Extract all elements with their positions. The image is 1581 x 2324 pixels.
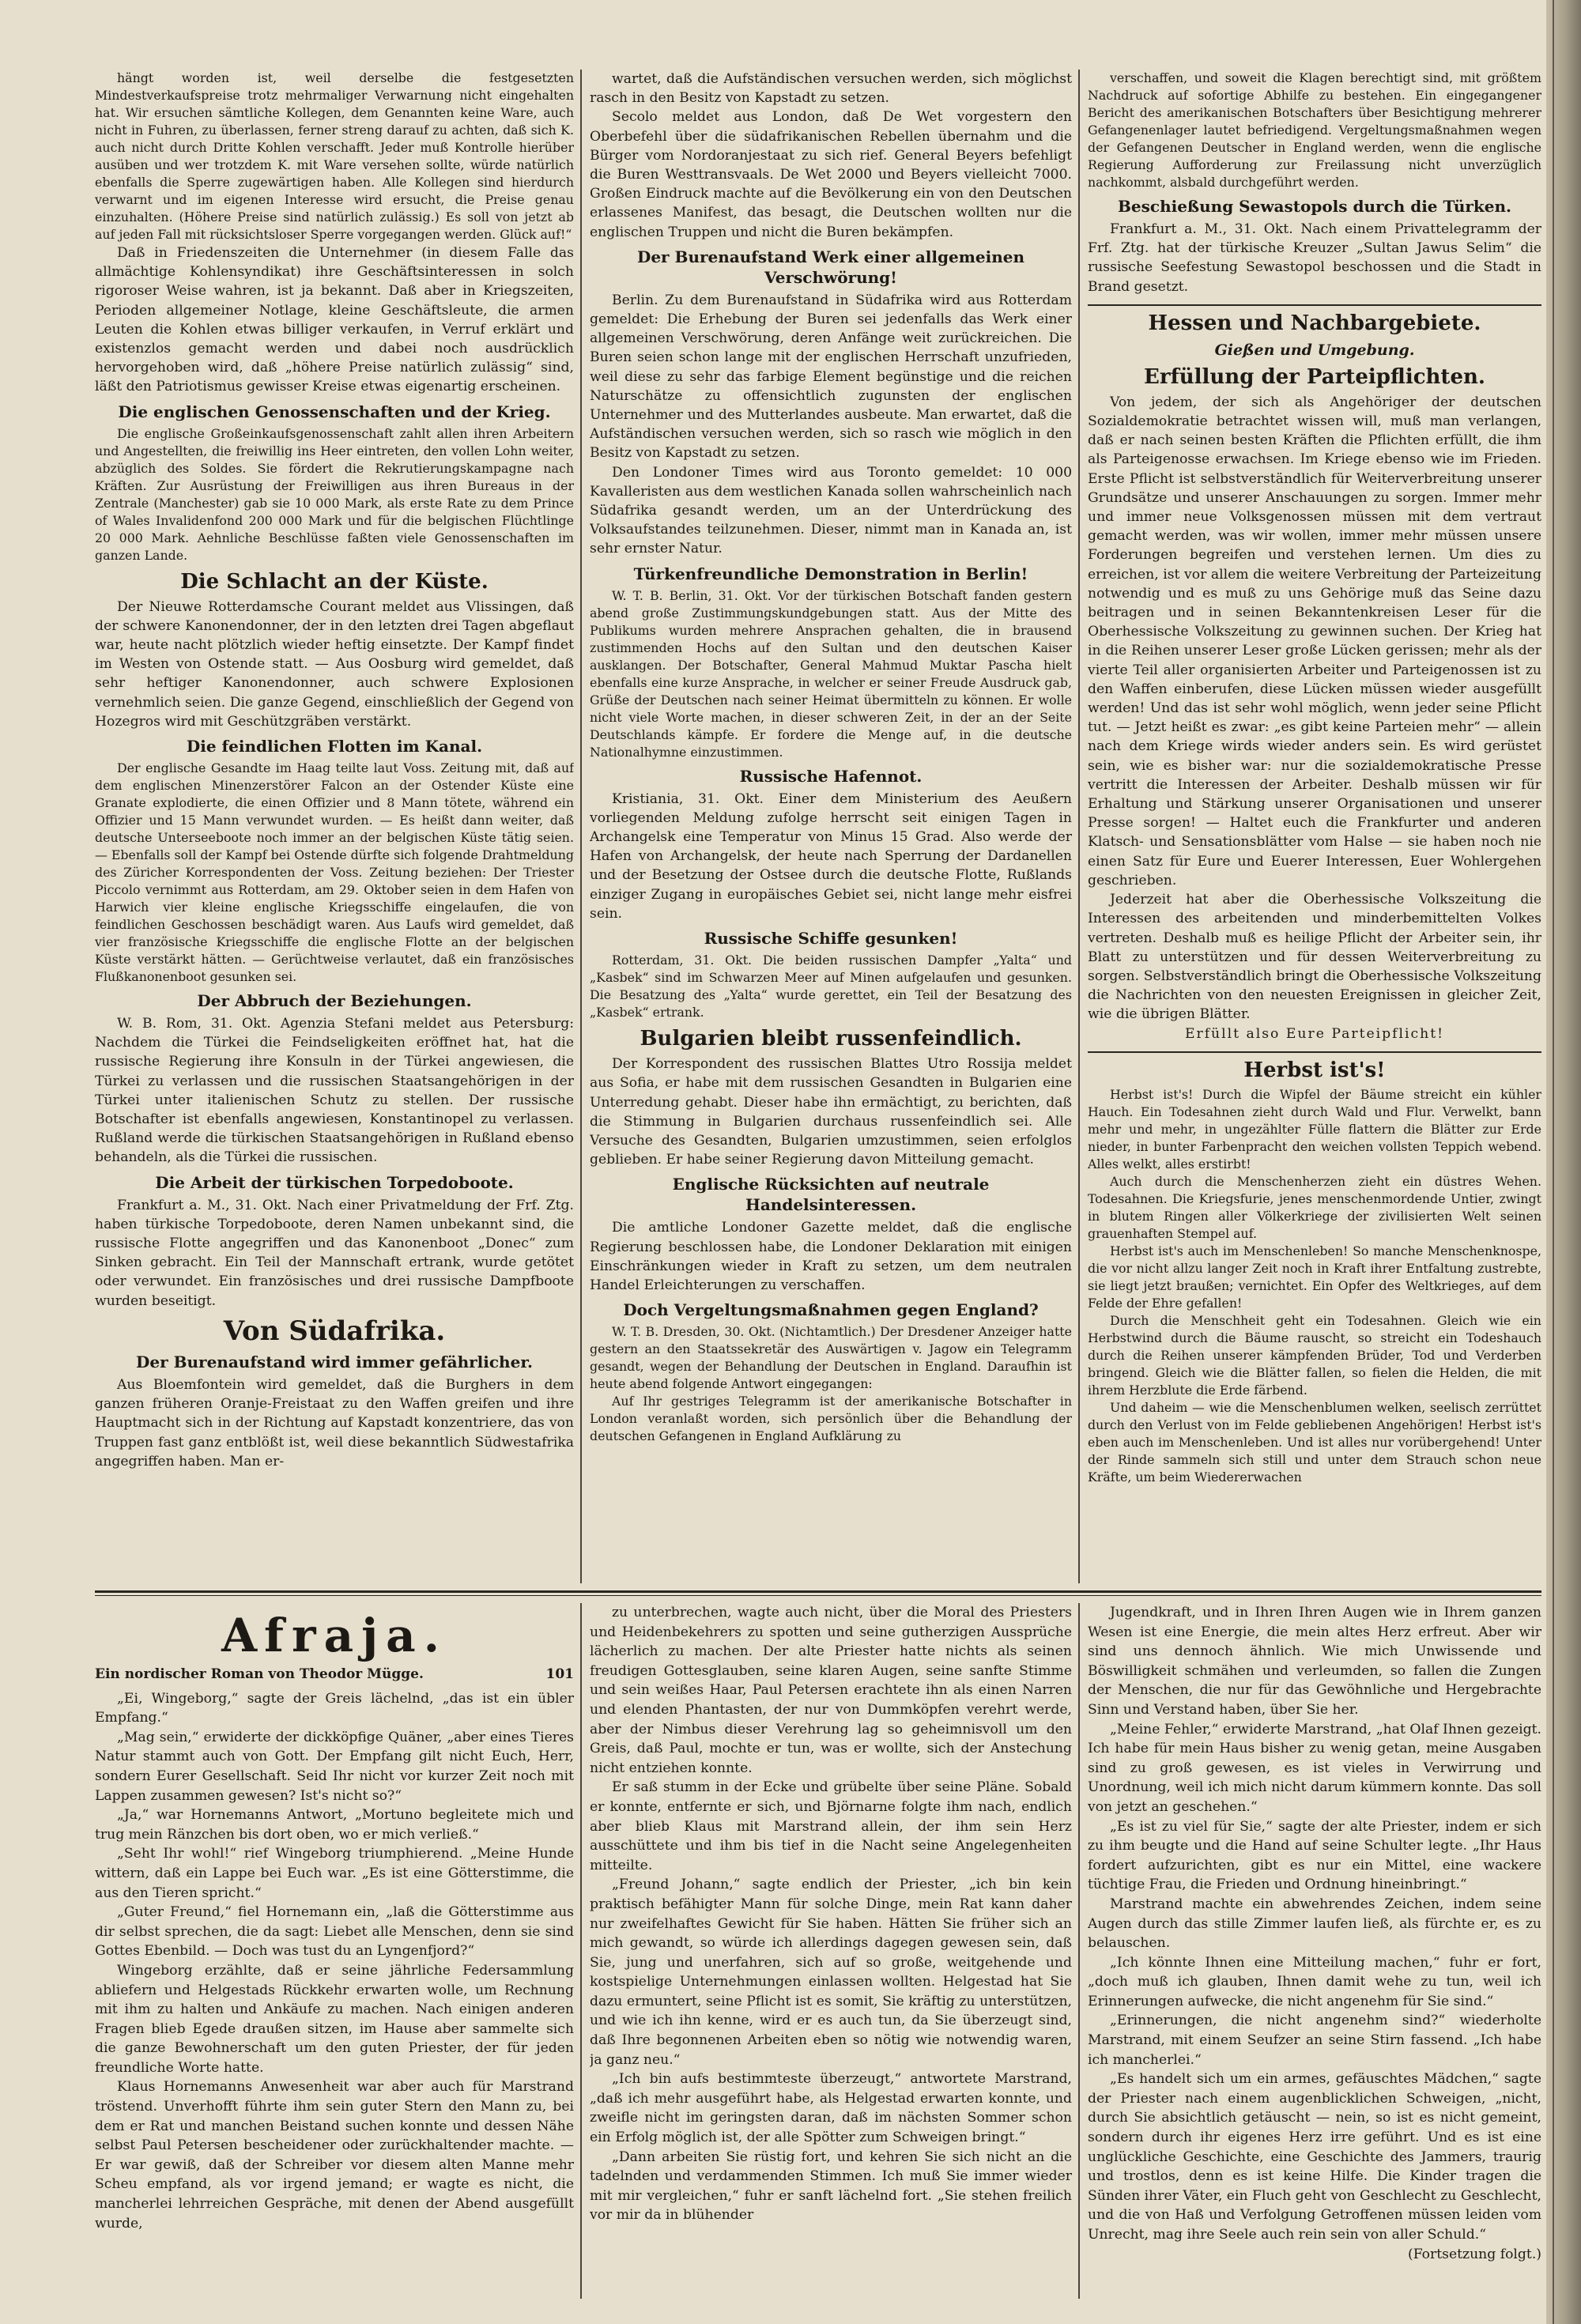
article-text: Und daheim — wie die Menschenblumen welken, seelisch zerrüttet durch den Verlust von im Felde gebliebenen Angehörigen! Herbst ist's eben auch im Menschenleben. Und ist alles nur vorübergehend! Unter der Rinde sammeln sich still und unter dem Strauch schon neue Kräfte, um beim Wiedererwachen: [1088, 1399, 1541, 1485]
article-text: Aus Bloemfontein wird gemeldet, daß die Burghers in dem ganzen früheren Oranje-Freistaat zu den Waffen greifen und ihre Hauptmacht sich in der Richtung auf Kapstadt konzentriere, das von Truppen fast ganz entblößt ist, weil diese bekanntlich Südwestafrika angegriffen haben. Man er-: [95, 1376, 574, 1469]
headline: Die Schlacht an der Küste.: [180, 569, 489, 594]
headline: Türkenfreundliche Demonstration in Berlin!: [633, 564, 1028, 583]
novel-column-middle: [590, 1603, 1072, 2299]
novel-paragraph: „Ich könnte Ihnen eine Mitteilung machen,“ fuhr er fort, „doch muß ich glauben, Ihnen damit wehe zu tun, weil ich Erinnerungen aufwecke, die nicht angenehm für Sie sind.“: [1088, 1954, 1541, 2009]
article-text: Auf Ihr gestriges Telegramm ist der amerikanische Botschafter in London veranlaßt worden, sich persönlich über die Behandlung der deutschen Gefangenen in England Aufklärung zu: [590, 1394, 1072, 1444]
article-text: Auch durch die Menschenherzen zieht ein düstres Wehen. Todesahnen. Die Kriegsfurie, jenes menschenmordende Untier, zwingt in blutem Ringen aller Völkerkriege der zivilisierten Welt seinen grauenhaften Stempel auf.: [1088, 1173, 1541, 1241]
column-right: [1088, 70, 1541, 1583]
headline: Bulgarien bleibt russenfeindlich.: [640, 1027, 1022, 1051]
headline: Der Burenaufstand Werk einer allgemeinen Verschwörung!: [636, 247, 1025, 287]
section-rule: [1088, 1051, 1541, 1053]
article-text: Der Nieuwe Rotterdamsche Courant meldet aus Vlissingen, daß der schwere Kanonendonner, der in den letzten drei Tagen abgeflaut war, heute nacht plötzlich wieder heftig einsetzte. Der Kampf findet im Westen von Ostende statt. — Aus Oosburg wird gemeldet, daß sehr heftiger Kanonendonner, auch schwere Explosionen vernehmlich seien. Die ganze Gegend, einschließlich der Gegend von Hozegros wird mit Geschützgräben verstärkt.: [95, 598, 574, 730]
article-text: Kristiania, 31. Okt. Einer dem Ministerium des Aeußern vorliegenden Meldung zufolge herrscht seit einigen Tagen in Archangelsk eine Temperatur von Minus 15 Grad. Also werde der Hafen von Archangelsk, der heute nach Sperrung der Dardanellen und der Besetzung der Ostsee durch die deutsche Flotte, Rußlands einziger Zugang in europäisches Gebiet sei, nicht lange mehr eisfrei sein.: [590, 790, 1072, 922]
article-text: Secolo meldet aus London, daß De Wet vorgestern den Oberbefehl über die südafrikanischen Rebellen übernahm und die Bürger vom Nordoranjestaat zu sich rief. General Beyers befehligt die Buren Westtransvaals. De Wet 2000 und Beyers vielleicht 7000. Großen Eindruck machte auf die Bevölkerung ein von den Deutschen erlassenes Manifest, das besagt, die Deutschen wollten nur die englischen Truppen und nicht die Buren bekämpfen.: [590, 109, 1072, 240]
article-text: Den Londoner Times wird aus Toronto gemeldet: 10 000 Kavalleristen aus dem westlichen Kanada sollen wahrscheinlich nach Südafrika gesandt werden, um an der Unterdrückung des Volksaufstandes teilzunehmen. Dieser, nimmt man in Kanada an, ist sehr ernster Natur.: [590, 464, 1072, 557]
article-text: hängt worden ist, weil derselbe die festgesetzten Mindestverkaufspreise trotz mehrmaliger Verwarnung nicht eingehalten hat. Wir ersuchen sämtliche Kollegen, dem Genannten keine Ware, auch nicht in Fuhren, zu überlassen, ferner streng darauf zu achten, daß sich K. auch nicht durch Dritte Kohlen verschafft. Jeder muß Kontrolle hierüber ausüben und wer trotzdem K. mit Ware versehen sollte, würde natürlich ebenfalls die Sperre zugewärtigen haben. Alle Kollegen sind hierdurch verwarnt und im eigenen Interesse wird ersucht, die Preise genau einzuhalten. (Höhere Preise sind natürlich zulässig.) Es soll von jetzt ab auf jeden Fall mit rücksichtsloser Sperre vorgegangen werden. Glück auf!“: [95, 70, 574, 242]
novel-paragraph: „Ja,“ war Hornemanns Antwort, „Mortuno begleitete mich und trug mein Ränzchen bis dort oben, wo er mich verließ.“: [95, 1807, 574, 1843]
article-text: W. B. Rom, 31. Okt. Agenzia Stefani meldet aus Petersburg: Nachdem die Türkei die Feindseligkeiten eröffnet hat, hat die russische Regierung ihre Konsuln in der Türkei angewiesen, die Türkei zu verlassen und die russischen Staatsangehörigen in der Türkei unter italienischen Schutz zu stellen. Der russische Botschafter ist ebenfalls angewiesen, Konstantinopel zu verlassen. Rußland werde die türkischen Staatsangehörigen in Rußland ebenso behandeln, als die Türkei die russischen.: [95, 1016, 574, 1166]
headline: Erfüllung der Parteipflichten.: [1144, 364, 1485, 389]
column-left: [95, 70, 574, 1583]
novel-paragraph: Klaus Hornemanns Anwesenheit war aber auch für Marstrand tröstend. Unverhofft führte ihm sein guter Stern den Mann zu, bei dem er Rat und manchen Beistand suchen konnte und dessen Nähe selbst Paul Petersen bescheidener oder zurückhaltender machte. — Er war gewiß, daß der Schreiber vor diesem alten Manne mehr Scheu empfand, als vor irgend jemand; er wagte es nicht, die mancherlei lehrreichen Gespräche, mit denen der Abend ausgefüllt wurde,: [95, 2079, 574, 2232]
novel-text: [95, 1689, 574, 2234]
novel-paragraph: „Guter Freund,“ fiel Hornemann ein, „laß die Götterstimme aus dir selbst sprechen, die da sagt: Liebet alle Menschen, denn sie sind Gottes Ebenbild. — Doch was tust du an Lyngenfjord?“: [95, 1904, 574, 1960]
article-text: Frankfurt a. M., 31. Okt. Nach einem Privattelegramm der Frf. Ztg. hat der türkische Kreuzer „Sultan Jawus Selim“ die russische Seefestung Sewastopol beschossen und die Stadt in Brand gesetzt.: [1088, 221, 1541, 295]
headline: Englische Rücksichten auf neutrale Handelsinteressen.: [672, 1175, 990, 1215]
headline: Herbst ist's!: [1243, 1058, 1386, 1082]
section-title: Von Südafrika.: [223, 1315, 446, 1347]
article-text: W. T. B. Berlin, 31. Okt. Vor der türkischen Botschaft fanden gestern abend große Zustimmungskundgebungen statt. Aus der Mitte des Publikums wurden mehrere Ansprachen gehalten, die in brausend zustimmenden Hochs auf den Sultan und den deutschen Kaiser ausklangen. Der Botschafter, General Mahmud Muktar Pascha hielt ebenfalls eine kurze Ansprache, in welcher er seiner Freude Ausdruck gab, Grüße der Deutschen nach seiner Heimat übermitteln zu können. Er wolle nicht viele Worte machen, in dieser schweren Zeit, in der an der Seite Deutschlands kämpfe. Er fordere die Menge auf, in die deutsche Nationalhymne einzustimmen.: [590, 587, 1072, 760]
feuilleton-separator: [95, 1590, 1541, 1593]
headline: Der Abbruch der Beziehungen.: [197, 991, 472, 1011]
section-title: Hessen und Nachbargebiete.: [1148, 311, 1481, 335]
headline: Russische Schiffe gesunken!: [704, 929, 958, 949]
news-columns: [95, 70, 1541, 1583]
article-text: Von jedem, der sich als Angehöriger der deutschen Sozialdemokratie betrachtet wissen will, muß man verlangen, daß er nach seinen besten Kräften die Pflichten erfüllt, die ihm als Parteigenosse erwachsen. Im Kriege ebenso wie im Frieden. Erste Pflicht ist selbstverständlich für Weiterverbreitung unserer Grundsätze und unserer Anschauungen zu sorgen. Immer mehr und immer neue Volksgenossen müssen mit dem vertraut gemacht werden, was wir wollen, immer mehr müssen unsere Forderungen begreifen und verstehen lernen. Um dies zu erreichen, ist vor allem die weitere Verbreitung der Parteizeitung notwendig und es muß zu uns Gehörige muß das Seine dazu beitragen und in seinen Bekanntenkreisen Leser für die Oberhessische Volkszeitung zu gewinnen suchen. Der Krieg hat in die Reihen unserer Leser große Lücken gerissen; mehr als der vierte Teil aller organisierten Arbeiter und Parteigenossen ist zu den Waffen einberufen, diese Lücken müssen wieder ausgefüllt werden! Und das ist sehr wohl möglich, wenn jeder seine Pflicht tut. — Jetzt heißt es zwar: „es gibt keine Parteien mehr“ — allein nach dem Kriege wirds wieder anders sein. Es wird gerüstet sein, wie es bisher war: nur die sozialdemokratische Presse vertritt die Interessen der Arbeiter. Deshalb müssen wir für Erhaltung und Stärkung unserer Organisationen und unserer Presse sorgen! — Haltet euch die Frankfurter und anderen Klatsch- und Sensationsblätter vom Halse — sie haben noch nie einen Satz für Eure und Euerer Interessen, Euer Wohlergehen geschrieben.: [1088, 394, 1541, 888]
column-middle: [590, 70, 1072, 1583]
headline: Die feindlichen Flotten im Kanal.: [186, 737, 483, 756]
feuilleton-separator: [95, 1595, 1541, 1596]
article-text: W. T. B. Dresden, 30. Okt. (Nichtamtlich.) Der Dresdener Anzeiger hatte gestern an den Staatssekretär des Auswärtigen v. Jagow ein Telegramm gesandt, wegen der Behandlung der Deutschen in England. Daraufhin ist heute abend folgende Antwort eingegangen:: [590, 1324, 1072, 1392]
headline: Die englischen Genossenschaften und der Krieg.: [118, 402, 551, 421]
novel-paragraph: „Es handelt sich um ein armes, gefäuschtes Mädchen,“ sagte der Priester nach einem augenblicklichen Schweigen, „nicht, durch Sie absichtlich getäuscht — nein, so ist es nicht gemeint, sondern durch ihr eigenes Herz irre geführt. Und es ist eine unglückliche Geschichte, eine Geschichte des Jammers, traurig und trostlos, denn es ist keine Hilfe. Die Kinder tragen die Sünden ihrer Väter, ein Fluch geht von Geschlecht zu Geschlecht, und die von Haß und Verfolgung Getroffenen müssen leiden vom Unrecht, mag ihre Seele auch rein sein von aller Schuld.“: [1088, 2071, 1541, 2243]
novel-paragraph: „Es ist zu viel für Sie,“ sagte der alte Priester, indem er sich zu ihm beugte und die Hand auf seine Schulter legte. „Ihr Haus fordert aufzurichten, gibt es nur ein Mittel, eine wackere tüchtige Frau, die Frieden und Ordnung hineinbringt.“: [1088, 1818, 1541, 1893]
article-text: Die amtliche Londoner Gazette meldet, daß die englische Regierung beschlossen habe, die Londoner Deklaration mit einigen Einschränkungen wieder in Kraft zu setzen, um dem neutralen Handel Erleichterungen zu verschaffen.: [590, 1220, 1072, 1293]
novel-paragraph: Marstrand machte ein abwehrendes Zeichen, indem seine Augen durch das stille Zimmer laufen ließ, als fürchte er, es zu belauschen.: [1088, 1896, 1541, 1952]
headline: Doch Vergeltungsmaßnahmen gegen England?: [623, 1300, 1039, 1320]
article-text: Der Korrespondent des russischen Blattes Utro Rossija meldet aus Sofia, er habe mit dem russischen Gesandten in Bulgarien eine Unterredung gehabt. Dieser habe ihn ermächtigt, zu berichten, daß die Stimmung in Bulgarien durchaus russenfeindlich sei. Alle Versuche des Gesandten, Bulgarien umzustimmen, seien erfolglos geblieben. Er habe seiner Regierung davon Mitteilung gemacht.: [590, 1056, 1072, 1168]
novel-paragraph: „Mag sein,“ erwiderte der dickköpfige Quäner, „aber eines Tieres Natur stammt auch von Gott. Der Empfang gilt nicht Euch, Herr, sondern Eurer Gesellschaft. Seid Ihr nicht vor kurzer Zeit noch mit Lappen zusammen gewesen? Ist's nicht so?“: [95, 1729, 574, 1804]
article-text: Herbst ist's! Durch die Wipfel der Bäume streicht ein kühler Hauch. Ein Todesahnen zieht durch Wald und Flur. Verwelkt, bann mehr und mehr, in ungezählter Fülle flattern die Blätter zur Erde nieder, in bunter Farbenpracht den weichen vollsten Teppich webend. Alles welkt, alles erstirbt!: [1088, 1086, 1541, 1171]
novel-column-left: [95, 1603, 574, 2299]
headline: Beschießung Sewastopols durch die Türken.: [1118, 197, 1511, 216]
headline: Der Burenaufstand wird immer gefährlicher.: [136, 1352, 533, 1371]
column-divider: [580, 70, 582, 1583]
section-subtitle: Gießen und Umgebung.: [1214, 341, 1415, 359]
novel-paragraph: (Fortsetzung folgt.): [1407, 2246, 1541, 2262]
page-spine: [1553, 0, 1554, 2324]
installment-number: 101: [545, 1666, 574, 1682]
article-text: Der englische Gesandte im Haag teilte laut Voss. Zeitung mit, daß auf dem englischen Minenzerstörer Falcon an der Ostender Küste eine Granate explodierte, die einen Offizier und 8 Mann tötete, während ein Offizier und 15 Mann verwundet wurden. — Es heißt dann weiter, daß deutsche Unterseeboote noch immer an der belgischen Küste tätig seien. — Ebenfalls soll der Kampf bei Ostende dürfte sich folgende Drahtmeldung des Züricher Korrespondenten der Voss. Zeitung beziehen: Der Triester Piccolo vernimmt aus Rotterdam, am 29. Oktober seien in dem Hafen von Harwich vier kleine englische Kriegsschiffe eingelaufen, die von feindlichen Geschossen beschädigt waren. Aus Laufs wird gemeldet, daß vier französische Kriegsschiffe die englische Flotte an der belgischen Küste verstärkt hätten. — Gerüchtweise verlautet, daß ein französisches Flußkanonenboot gesunken sei.: [95, 760, 574, 985]
article-text: Erfüllt also Eure Parteipflicht!: [1184, 1025, 1445, 1042]
novel-paragraph: Wingeborg erzählte, daß er seine jährliche Federsammlung abliefern und Helgestads Rückkehr erwarten wolle, um Rechnung mit ihm zu halten und Ankäufe zu machen. Nach einigen anderen Fragen blieb Egede draußen sitzen, im Hause aber sammelte sich die ganze Bewohnerschaft um den guten Priester, der für jeden freundliche Worte hatte.: [95, 1962, 574, 2076]
novel-paragraph: „Freund Johann,“ sagte endlich der Priester, „ich bin kein praktisch befähigter Mann für solche Dinge, mein Rat kann daher nur zweifelhaftes Gewicht für Sie haben. Hätten Sie früher sich an mich gewandt, so würde ich allerdings dagegen gewesen sein, daß Sie, jung und unerfahren, sich auf so große, weitgehende und kostspielige Unternehmungen einlassen wollten. Helgestad hat Sie dazu ermuntert, seine Pflicht ist es somit, Sie kräftig zu unterstützen, und wie ich ihn kenne, wird er es auch tun, da Sie überzeugt sind, daß Ihre begonnenen Arbeiten eben so nötig wie notwendig waren, ja ganz neu.“: [590, 1877, 1072, 2068]
novel-paragraph: „Ei, Wingeborg,“ sagte der Greis lächelnd, „das ist ein übler Empfang.“: [95, 1690, 574, 1726]
column-divider: [1078, 1603, 1080, 2299]
novel-paragraph: Er saß stumm in der Ecke und grübelte über seine Pläne. Sobald er konnte, entfernte er sich, und Björnarne folgte ihm nach, endlich aber blieb Klaus mit Marstrand allein, der ihm sein Herz ausschüttete und ihm bis tief in die Nacht seine Angelegenheiten mitteilte.: [590, 1779, 1072, 1873]
article-text: Durch die Menschheit geht ein Todesahnen. Gleich wie ein Herbstwind durch die Bäume rauscht, so streicht ein Todeshauch durch die Reihen unserer kämpfenden Brüder, Tod und Verderben bringend. Gleich wie die Blätter fallen, so fielen die Helden, die mit ihrem Herzblute die Erde färbend.: [1088, 1312, 1541, 1398]
novel-text: [1088, 1603, 1541, 2264]
novel-title: Afraja.: [221, 1609, 447, 1662]
novel-paragraph: „Seht Ihr wohl!“ rief Wingeborg triumphierend. „Meine Hunde wittern, daß ein Lappe bei Euch war. „Es ist eine Götterstimme, die aus den Tieren spricht.“: [95, 1846, 574, 1901]
article-text: Die englische Großeinkaufsgenossenschaft zahlt allen ihren Arbeitern und Angestellten, die freiwillig ins Heer eintreten, den vollen Lohn weiter, abzüglich des Soldes. Sie fördert die Rekrutierungskampagne nach Kräften. Zur Ausrüstung der Freiwilligen aus ihren Bureaus in der Zentrale (Manchester) gab sie 10 000 Mark, als erste Rate zu dem Prince of Wales Invalidenfond 200 000 Mark und für die belgischen Flüchtlinge 20 000 Mark. Aehnliche Beschlüsse faßten viele Genossenschaften im ganzen Lande.: [95, 425, 574, 563]
section-rule: [1088, 304, 1541, 306]
article-text: Daß in Friedenszeiten die Unternehmer (in diesem Falle das allmächtige Kohlensyndikat) ihre Geschäftsinteressen in solch rigoroser Weise wahren, ist ja bekannt. Daß aber in Kriegszeiten, Perioden allgemeiner Notlage, kleine Geschäftsleute, die armen Leuten die Kohlen etwas billiger verkaufen, in Verruf erklärt und existenzlos gemacht werden und dabei noch ausdrücklich hervorgehoben wird, daß „höhere Preise natürlich zulässig“ sind, läßt den Patriotismus gewisser Kreise etwas eigenartig erscheinen.: [95, 245, 574, 395]
column-divider: [1078, 70, 1080, 1583]
headline: Russische Hafennot.: [739, 766, 923, 786]
novel-paragraph: „Dann arbeiten Sie rüstig fort, und kehren Sie sich nicht an die tadelnden und verdammenden Stimmen. Ich muß Sie immer wieder mit mir vergleichen,“ fuhr er sanft lächelnd fort. „Sie stehen freilich vor mir da in blühender: [590, 2149, 1072, 2224]
novel-paragraph: „Meine Fehler,“ erwiderte Marstrand, „hat Olaf Ihnen gezeigt. Ich habe für mein Haus bisher zu wenig getan, meine Ausgaben sind zu groß gewesen, es ist vieles in Verwirrung und Unordnung, weil ich mich nicht darum kümmern konnte. Das soll von jetzt an geschehen.“: [1088, 1721, 1541, 1815]
page-edge-strip: [1546, 0, 1581, 2324]
article-text: Jederzeit hat aber die Oberhessische Volkszeitung die Interessen des arbeitenden und minderbemittelten Volkes vertreten. Deshalb muß es heilige Pflicht der Arbeiter sein, ihr Blatt zu unterstützen und für dessen Weiterverbreitung zu sorgen. Selbstverständlich bringt die Oberhessische Volkszeitung die Nachrichten von den neuesten Ereignissen in gleicher Zeit, wie die übrigen Blätter.: [1088, 892, 1541, 1023]
novel-text: [590, 1603, 1072, 2225]
novel-byline: [95, 1665, 574, 1685]
feuilleton: [95, 1603, 1541, 2299]
novel-column-right: [1088, 1603, 1541, 2299]
novel-subtitle: Ein nordischer Roman von Theodor Mügge.: [95, 1666, 424, 1682]
article-text: Berlin. Zu dem Burenaufstand in Südafrika wird aus Rotterdam gemeldet: Die Erhebung der Buren sei jedenfalls das Werk einer allgemeinen Verschwörung, deren Anfänge weit zurückreichen. Die Buren seien schon lange mit der englischen Herrschaft unzufrieden, weil diese zu sehr das farbige Element begünstige und die reichen Naturschätze zu offensichtlich zugunsten der englischen Unternehmer und des Mutterlandes ausbeute. Man erwartet, daß die Aufständischen versuchen werden, sich so rasch wie möglich in den Besitz von Kapstadt zu setzen.: [590, 292, 1072, 462]
article-text: Frankfurt a. M., 31. Okt. Nach einer Privatmeldung der Frf. Ztg. haben türkische Torpedoboote, deren Namen unbekannt sind, die russische Flotte angegriffen und das Kanonenboot „Donec“ zum Sinken gebracht. Ein Teil der Mannschaft ertrank, wurde getötet oder verwundet. Ein französisches und drei russische Dampfboote wurden beseitigt.: [95, 1197, 574, 1309]
novel-paragraph: „Erinnerungen, die nicht angenehm sind?“ wiederholte Marstrand, mit einem Seufzer an seine Stirn fassend. „Ich habe ich mancherlei.“: [1088, 2013, 1541, 2068]
headline: Die Arbeit der türkischen Torpedoboote.: [155, 1172, 514, 1192]
novel-paragraph: zu unterbrechen, wagte auch nicht, über die Moral des Priesters und Heidenbekehrers zu spotten und seine gutherzigen Aussprüche lächerlich zu machen. Der alte Priester hatte nichts als seinen freudigen Gottesglauben, seine klaren Augen, seine sanfte Stimme und sein weißes Haar, Paul Petersen erachtete ihn als einen Narren und elenden Phantasten, der nur von Dummköpfen verehrt werde, aber der Nimbus dieser Verehrung lag so geheimnisvoll um den Greis, daß Paul, mochte er tun, was er wollte, sich der Anstechung nicht entziehen konnte.: [590, 1605, 1072, 1776]
article-text: Herbst ist's auch im Menschenleben! So manche Menschenknospe, die vor nicht allzu langer Zeit noch in Kraft ihrer Entfaltung zustrebte, sie liegt jetzt braußen; vernichtet. Ein Opfer des Weltkrieges, auf dem Felde der Ehre gefallen!: [1088, 1243, 1541, 1311]
novel-paragraph: Jugendkraft, und in Ihren Ihren Augen wie in Ihrem ganzen Wesen ist eine Energie, die mein altes Herz erfreut. Aber wir sind uns dennoch ähnlich. Wie mich Unwissende und Böswilligkeit schmähen und verleumden, so fallen die Zungen der Menschen, die nur für das Gewöhnliche und Hergebrachte Sinn und Verstand haben, über Sie her.: [1088, 1605, 1541, 1718]
column-divider: [580, 1603, 582, 2299]
article-text: verschaffen, und soweit die Klagen berechtigt sind, mit größtem Nachdruck auf sofortige Abhilfe zu bestehen. Ein eingegangener Bericht des amerikanischen Botschafters über Besichtigung mehrerer Gefangenenlager lautet befriedigend. Vergeltungsmaßnahmen wegen der Gefangenen Deutscher in England werden, wenn die englische Regierung Aufforderung zur Freilassung nicht unverzüglich nachkommt, alsbald durchgeführt werden.: [1088, 70, 1541, 190]
article-text: Rotterdam, 31. Okt. Die beiden russischen Dampfer „Yalta“ und „Kasbek“ sind im Schwarzen Meer auf Minen aufgelaufen und gesunken. Die Besatzung des „Yalta“ wurde gerettet, ein Teil der Besatzung des „Kasbek“ ertrank.: [590, 953, 1072, 1021]
article-text: wartet, daß die Aufständischen versuchen werden, sich möglichst rasch in den Besitz von Kapstadt zu setzen.: [590, 71, 1072, 107]
novel-paragraph: „Ich bin aufs bestimmteste überzeugt,“ antwortete Marstrand, „daß ich mehr ausgeführt habe, als Helgestad erwarten konnte, und zweifle nicht im geringsten daran, daß im nächsten Sommer schon ein Erfolg möglich ist, der alle Spötter zum Schweigen bringt.“: [590, 2071, 1072, 2146]
